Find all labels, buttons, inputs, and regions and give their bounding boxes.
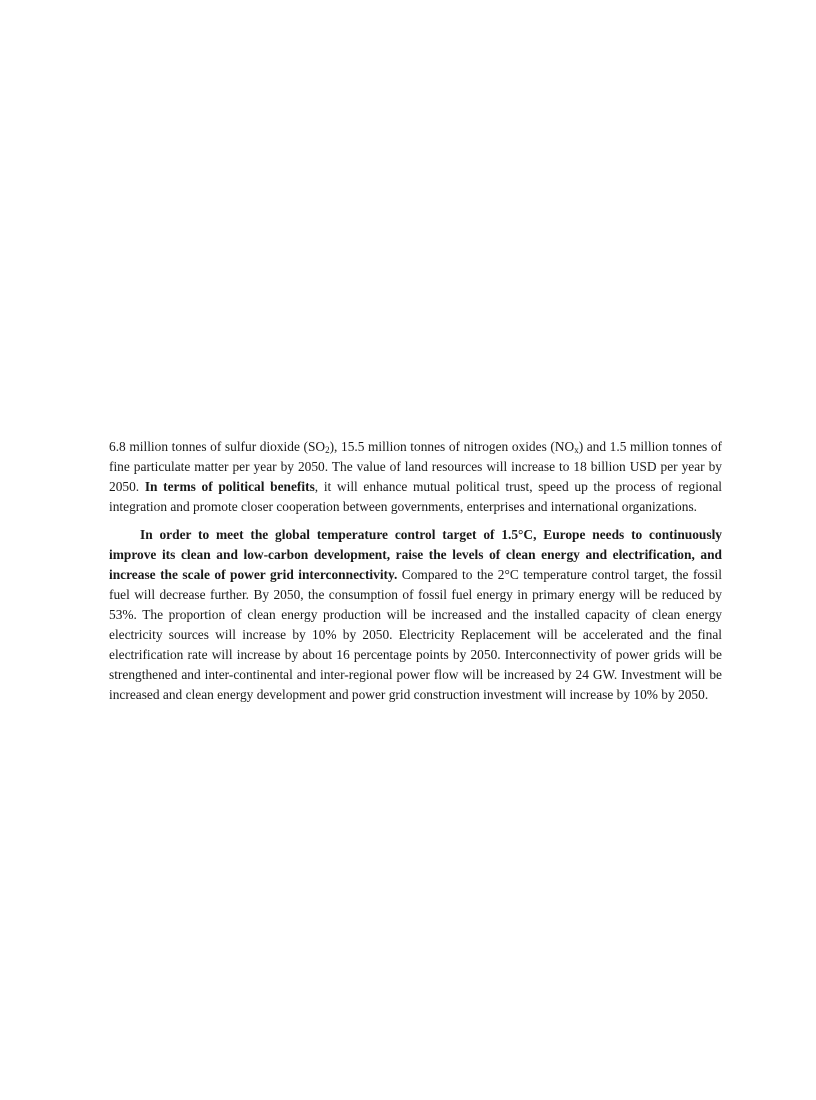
bold-lead-statement: In order to meet the global temperature control target of 1.5°C, Europe needs to continuously improve its clean and low-carbon development, raise the levels of clean energy and electrification, and increase the scale of power grid interconnectivity. xyxy=(109,527,722,582)
bold-political-benefits: In terms of political benefits xyxy=(144,479,315,494)
subscript-so2: 2 xyxy=(325,445,330,455)
body-text xyxy=(109,437,722,705)
text-segment: , it will enhance mutual political trust, speed up the process of regional integration and promote closer cooperation between governments, enterprises and international organizations. xyxy=(109,479,723,514)
text-segment: Compared to the 2°C temperature control target, the fossil fuel will decrease further. By 2050, the consumption of fossil fuel energy in primary energy will be reduced by 53%. The proportion of clean energy production will be increased and the installed capacity of clean energy electricity sources will increase by 10% by 2050. Electricity Replacement will be accelerated and the final electrification rate will increase by about 16 percentage points by 2050. Interconnectivity of power grids will be strengthened and inter-continental and inter-regional power flow will be increased by 24 GW. Investment will be increased and clean energy development and power grid construction investment will increase by 10% by 2050. xyxy=(109,567,722,702)
paragraph-temperature-target xyxy=(109,525,722,705)
paragraph-pollutant-reduction xyxy=(109,437,722,517)
subscript-nox: x xyxy=(574,445,579,455)
text-segment: ) and 1.5 million tonnes of fine particulate matter per year by 2050. The value of land resources will increase to 18 billion USD per year by 2050. xyxy=(109,439,722,494)
text-segment: 6.8 million tonnes of sulfur dioxide (SO xyxy=(109,439,326,454)
text-segment: ), 15.5 million tonnes of nitrogen oxides (NO xyxy=(329,439,575,454)
